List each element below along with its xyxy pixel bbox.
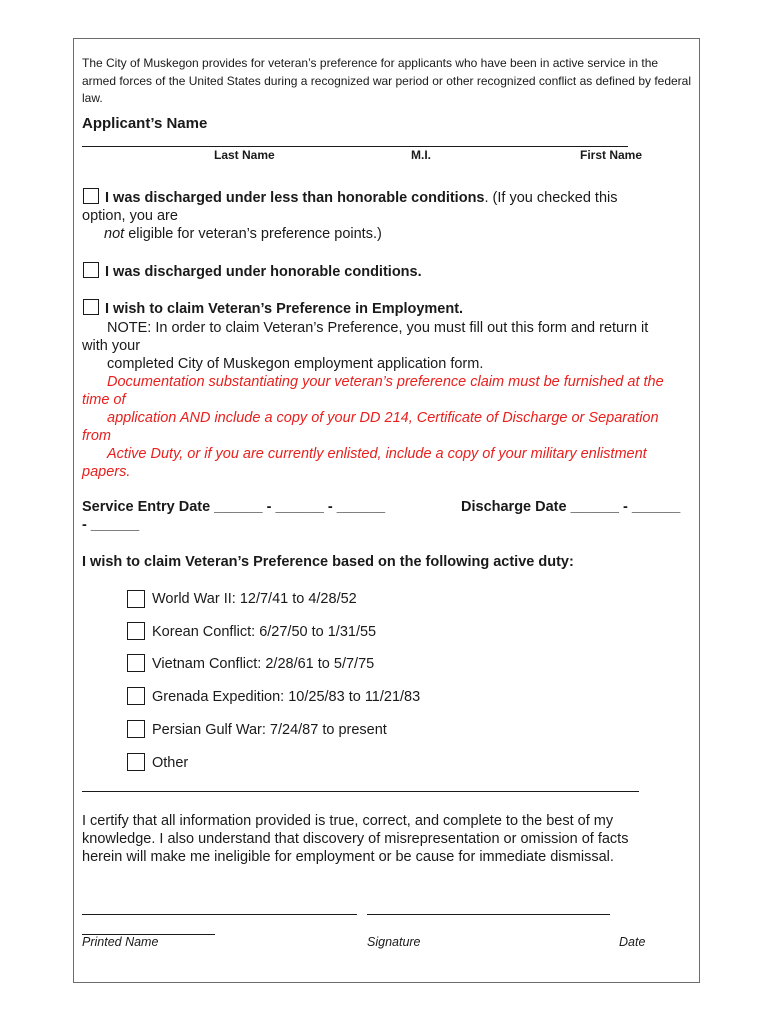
signature-label: Signature xyxy=(367,935,421,949)
documentation-line4: from xyxy=(82,428,111,444)
discharge-less-checkbox[interactable] xyxy=(83,188,99,204)
certify-line3: herein will make me ineligible for employment or be cause for immediate dismissal. xyxy=(82,849,614,865)
first-name-label: First Name xyxy=(580,148,643,162)
mi-label: M.I. xyxy=(411,148,431,162)
other-label: Other xyxy=(152,755,189,771)
discharge-date-field[interactable]: Discharge Date ______ - ______ xyxy=(461,499,681,515)
discharge-honorable-label: I was discharged under honorable conditions. xyxy=(105,264,422,280)
persian-gulf-war-checkbox[interactable] xyxy=(127,720,145,738)
intro-paragraph: The City of Muskegon provides for veteran’s preference for applicants who have been in active service in the armed forces of the United States during a recognized war period or other recognized conflict as defined by federal law. xyxy=(82,56,692,105)
certify-line2: knowledge. I also understand that discovery of misrepresentation or omission of facts xyxy=(82,831,629,847)
grenada-expedition-checkbox[interactable] xyxy=(127,687,145,705)
note-line1: NOTE: In order to claim Veteran’s Preference, you must fill out this form and return it xyxy=(107,320,649,336)
printed-name-label: Printed Name xyxy=(82,935,159,949)
other-specify-line[interactable] xyxy=(82,791,639,792)
korean-conflict-label: Korean Conflict: 6/27/50 to 1/31/55 xyxy=(152,624,377,640)
world-war-ii-checkbox[interactable] xyxy=(127,590,145,608)
signature-line[interactable] xyxy=(367,914,610,915)
world-war-ii-label: World War II: 12/7/41 to 4/28/52 xyxy=(152,591,357,607)
discharge-honorable-checkbox[interactable] xyxy=(83,262,99,278)
applicant-name-line[interactable] xyxy=(82,146,628,147)
claim-preference-heading: I wish to claim Veteran’s Preference in Employment. xyxy=(105,301,464,317)
last-name-label: Last Name xyxy=(214,148,275,162)
korean-conflict-checkbox[interactable] xyxy=(127,622,145,640)
certify-line1: I certify that all information provided is true, correct, and complete to the best of my xyxy=(82,813,614,829)
documentation-line2: time of xyxy=(82,392,126,408)
vietnam-conflict-checkbox[interactable] xyxy=(127,654,145,672)
printed-name-line[interactable] xyxy=(82,914,357,915)
discharge-less-line3: not eligible for veteran’s preference points.) xyxy=(104,226,382,242)
documentation-line6: papers. xyxy=(82,464,131,480)
documentation-line3: application AND include a copy of your DD 214, Certificate of Discharge or Separation xyxy=(107,410,659,426)
persian-gulf-war-label: Persian Gulf War: 7/24/87 to present xyxy=(152,722,387,738)
claim-preference-checkbox[interactable] xyxy=(83,299,99,315)
discharge-date-wrap[interactable]: - ______ xyxy=(82,517,140,533)
other-checkbox[interactable] xyxy=(127,753,145,771)
note-line3: completed City of Muskegon employment application form. xyxy=(107,356,484,372)
discharge-less-text: I was discharged under less than honorable conditions. (If you checked this xyxy=(105,190,618,206)
date-label: Date xyxy=(619,935,646,949)
vietnam-conflict-label: Vietnam Conflict: 2/28/61 to 5/7/75 xyxy=(152,656,375,672)
active-duty-heading: I wish to claim Veteran’s Preference based on the following active duty: xyxy=(82,554,574,570)
applicant-name-heading: Applicant’s Name xyxy=(82,115,208,132)
service-entry-date-field[interactable]: Service Entry Date ______ - ______ - ______ xyxy=(82,499,386,515)
documentation-line1: Documentation substantiating your veteran’s preference claim must be furnished at the xyxy=(107,374,664,390)
discharge-less-line2: option, you are xyxy=(82,208,178,224)
note-line2: with your xyxy=(82,338,141,354)
documentation-line5: Active Duty, or if you are currently enlisted, include a copy of your military enlistment xyxy=(107,446,647,462)
grenada-expedition-label: Grenada Expedition: 10/25/83 to 11/21/83 xyxy=(152,689,421,705)
